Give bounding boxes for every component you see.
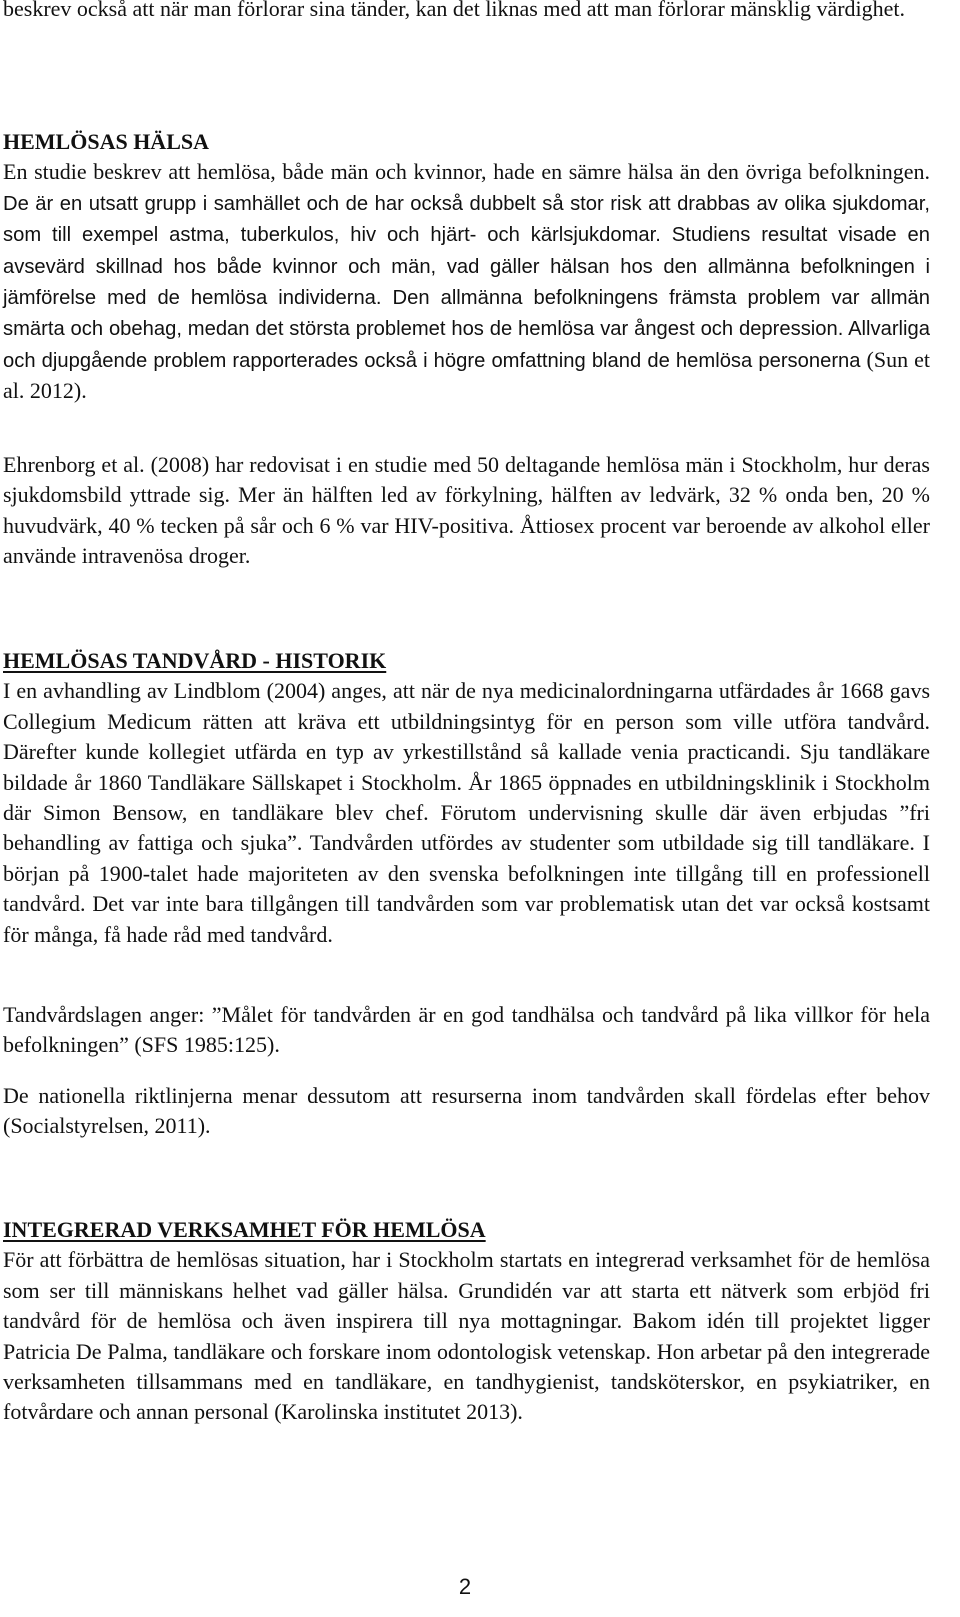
- historik-paragraph-1: [3, 676, 930, 950]
- section-integrerad-verksamhet: [3, 1215, 930, 1428]
- heading-integrerad-verksamhet: INTEGRERAD VERKSAMHET FÖR HEMLÖSA: [3, 1217, 486, 1242]
- halsa-paragraph-2: [3, 450, 930, 572]
- halsa-p2-text: Ehrenborg et al. (2008) har redovisat i en studie med 50 deltagande hemlösa män i Stockholm, hur deras sjukdomsbild yttrade sig. Mer än hälften led av förkylning, hälften av ledvärk, 32 % onda ben, 20 % huvudvärk, 40 % tecken på sår och 6 % var HIV-positiva. Åttiosex procent var beroende av alkohol eller använde intravenösa droger.: [3, 452, 930, 569]
- historik-paragraph-3: [3, 1081, 930, 1142]
- intro-text: beskrev också att när man förlorar sina tänder, kan det liknas med att man förlorar mänsklig värdighet.: [3, 0, 906, 21]
- halsa-p1-serif-end: (Sun et al. 2012).: [3, 346, 930, 404]
- page-number: 2: [458, 1574, 472, 1599]
- integrerad-p1-text: För att förbättra de hemlösas situation, har i Stockholm startats en integrerad verksamhet för de hemlösa som ser till människans helhet vad gäller hälsa. Grundidén var att starta ett nätverk som erbjöd fri tandvård för de hemlösa och även inspirera till nya mottagningar. Bakom idén till projektet ligger Patricia De Palma, tandläkare och forskare inom odontologisk vetenskap. Hon arbetar på den integrerade verksamheten tillsammans med en tandläkare, en tandhygienist, tandsköterskor, en psykiatriker, en fotvårdare och annan personal (Karolinska institutet 2013).: [3, 1247, 930, 1425]
- historik-paragraph-2: [3, 1000, 930, 1061]
- heading-tandvard-historik: HEMLÖSAS TANDVÅRD - HISTORIK: [3, 648, 387, 673]
- halsa-p1-serif-start: En studie beskrev att hemlösa, både män och kvinnor, hade en sämre hälsa än den övriga befolkningen.: [3, 159, 930, 185]
- section-hemlosas-halsa: [3, 127, 930, 407]
- halsa-paragraph-1: [3, 157, 930, 406]
- historik-p1-text: I en avhandling av Lindblom (2004) anges, att när de nya medicinalordningarna utfärdades år 1668 gavs Collegium Medicum rätten att kräva ett utbildningsintyg för en person som ville utföra tandvård. Därefter kunde kollegiet utfärda en typ av yrkestillstånd så kallade venia practicandi. Sju tandläkare bildade år 1860 Tandläkare Sällskapet i Stockholm. År 1865 öppnades en utbildningsklinik i Stockholm där Simon Bensow, en tandläkare blev chef. Förutom undervisning skulle där även erbjudas ”fri behandling av fattiga och sjuka”. Tandvården utfördes av studenter som utbildade sig till tandläkare. I början på 1900-talet hade majoriteten av den svenska befolkningen inte tillgång till en professionell tandvård. Det var inte bara tillgången till tandvården som var problematisk utan det var också kostsamt för många, få hade råd med tandvård.: [3, 678, 930, 947]
- historik-p2-text: Tandvårdslagen anger: ”Målet för tandvården är en god tandhälsa och tandvård på lika villkor för hela befolkningen” (SFS 1985:125).: [3, 1002, 930, 1058]
- integrerad-paragraph-1: [3, 1245, 930, 1427]
- heading-hemlosas-halsa: HEMLÖSAS HÄLSA: [3, 129, 209, 154]
- intro-paragraph: [3, 0, 930, 24]
- section-tandvard-historik: [3, 646, 930, 950]
- halsa-p1-sans: De är en utsatt grupp i samhället och de har också dubbelt så stor risk att drabbas av olika sjukdomar, som till exempel astma, tuberkulos, hiv och hjärt- och kärlsjukdomar. Studiens resultat visade en avsevärd skillnad hos både kvinnor och män, vad gäller hälsan hos den allmänna befolkningen i jämförelse med de hemlösa individerna. Den allmänna befolkningens främsta problem var allmän smärta och obehag, medan det största problemet hos de hemlösa var ångest och depression. Allvarliga och djupgående problem rapporterades också i högre omfattning bland de hemlösa personerna: [3, 192, 930, 372]
- historik-p3-text: De nationella riktlinjerna menar dessutom att resurserna inom tandvården skall fördelas efter behov (Socialstyrelsen, 2011).: [3, 1083, 930, 1139]
